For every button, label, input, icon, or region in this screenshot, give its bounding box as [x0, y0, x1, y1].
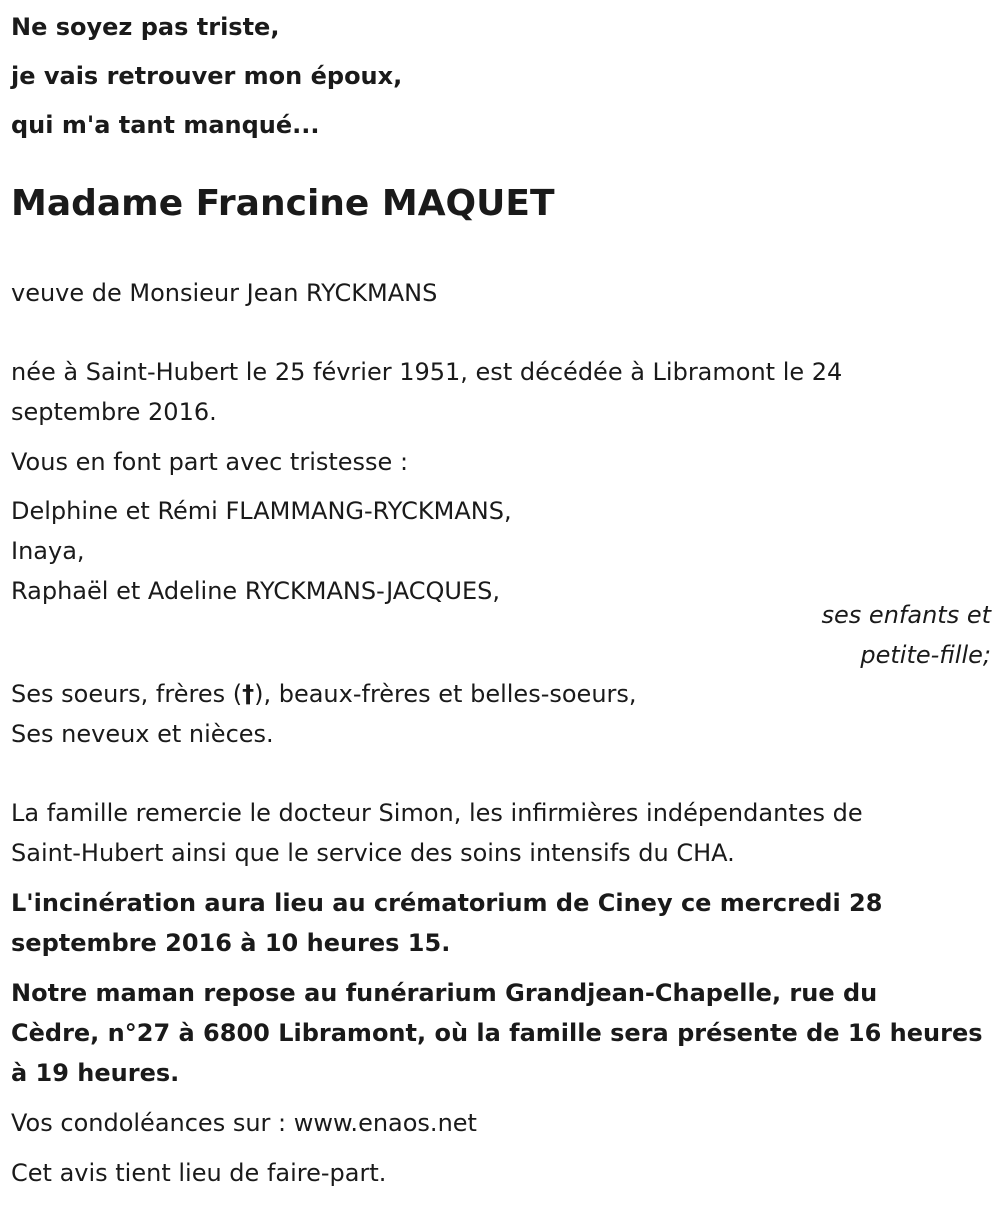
closing-line: Cet avis tient lieu de faire-part. [11, 1159, 387, 1187]
thanks-line-1: La famille remercie le docteur Simon, les infirmières indépendantes de [11, 799, 863, 827]
condolences-line: Vos condoléances sur : www.enaos.net [11, 1109, 477, 1137]
birth-death-line-1: née à Saint-Hubert le 25 février 1951, est décédée à Libramont le 24 [11, 358, 843, 386]
siblings-line [11, 679, 637, 709]
siblings-text-pre: Ses soeurs, frères ( [11, 680, 243, 708]
cremation-line-2: septembre 2016 à 10 heures 15. [11, 929, 451, 957]
poem-line-3: qui m'a tant manqué... [11, 111, 320, 139]
family-line-3: Raphaël et Adeline RYCKMANS-JACQUES, [11, 577, 500, 605]
cremation-line-1: L'incinération aura lieu au crématorium de Ciney ce mercredi 28 [11, 889, 883, 917]
poem-line-2: je vais retrouver mon époux, [11, 62, 403, 90]
relation-line-2: petite-fille; [860, 641, 991, 669]
funerarium-line-2: Cèdre, n°27 à 6800 Libramont, où la famille sera présente de 16 heures [11, 1019, 983, 1047]
family-line-2: Inaya, [11, 537, 85, 565]
poem-line-1: Ne soyez pas triste, [11, 13, 280, 41]
thanks-line-2: Saint-Hubert ainsi que le service des soins intensifs du CHA. [11, 839, 735, 867]
siblings-text-post: ), beaux-frères et belles-soeurs, [254, 680, 637, 708]
widow-of: veuve de Monsieur Jean RYCKMANS [11, 279, 438, 307]
birth-death-line-2: septembre 2016. [11, 398, 217, 426]
nephews-line: Ses neveux et nièces. [11, 720, 274, 748]
relation-line-1: ses enfants et [821, 601, 991, 629]
funerarium-line-1: Notre maman repose au funérarium Grandjean-Chapelle, rue du [11, 979, 878, 1007]
family-line-1: Delphine et Rémi FLAMMANG-RYCKMANS, [11, 497, 512, 525]
funerarium-line-3: à 19 heures. [11, 1059, 180, 1087]
deceased-name: Madame Francine MAQUET [11, 183, 555, 224]
cross-icon: † [242, 680, 255, 708]
announce-text: Vous en font part avec tristesse : [11, 448, 409, 476]
